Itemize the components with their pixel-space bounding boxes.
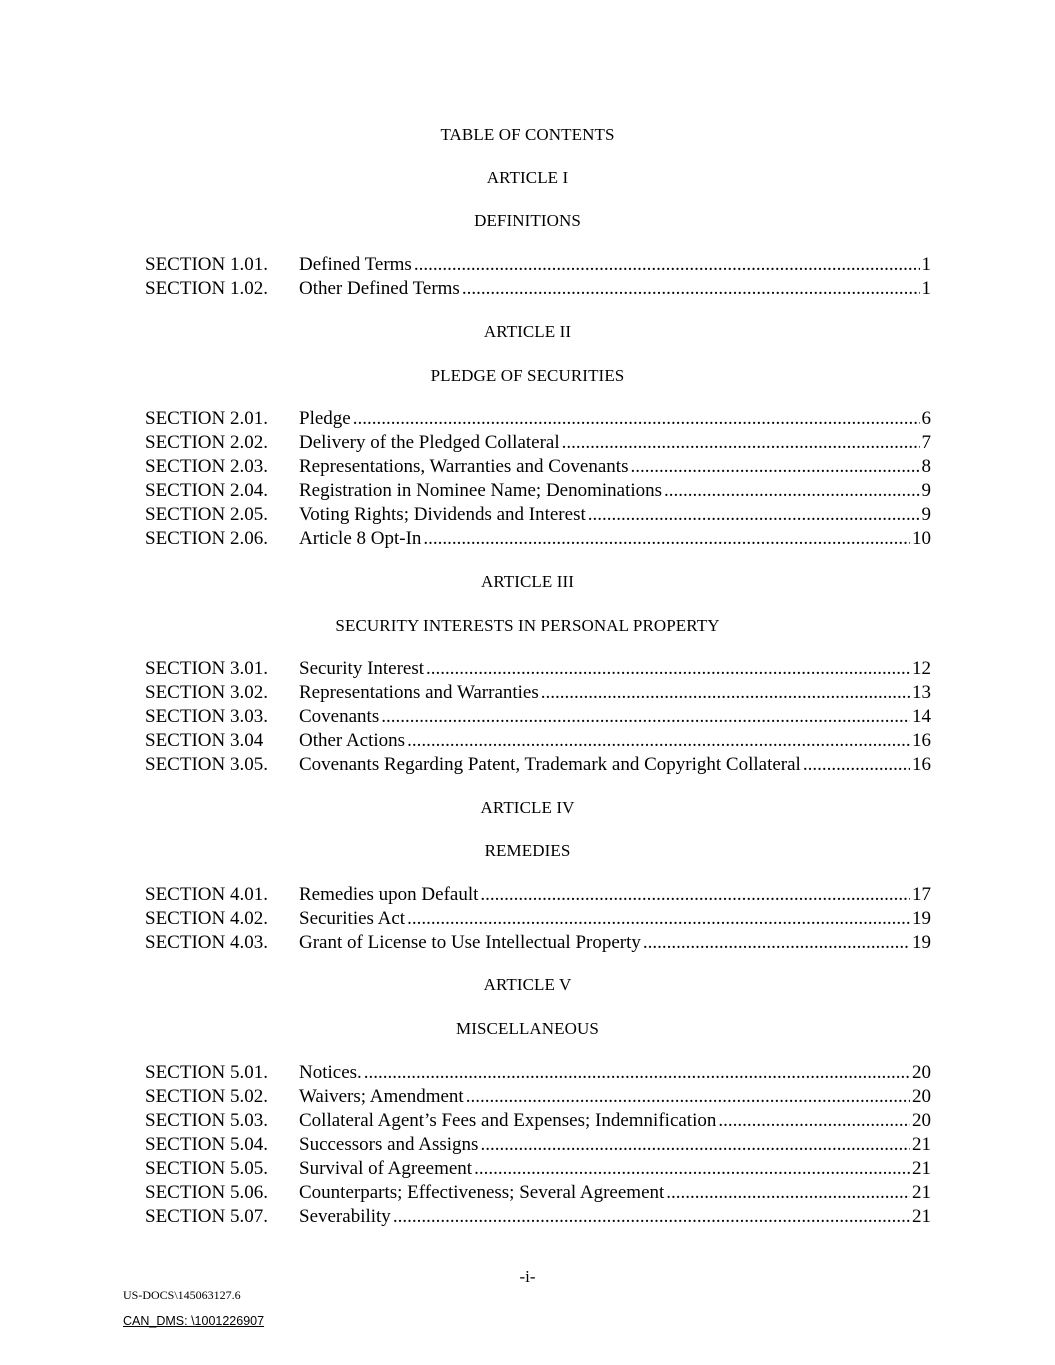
page-number: 1 bbox=[921, 254, 931, 275]
dot-leader bbox=[588, 503, 920, 527]
toc-entry bbox=[145, 503, 931, 527]
dot-leader bbox=[423, 527, 910, 551]
section-title: Voting Rights; Dividends and Interest bbox=[299, 504, 586, 525]
section-number: SECTION 3.04 bbox=[145, 730, 264, 751]
dot-leader bbox=[353, 407, 920, 431]
section-title: Delivery of the Pledged Collateral bbox=[299, 432, 560, 453]
article-heading: ARTICLE IV bbox=[480, 798, 575, 817]
page-number: 21 bbox=[912, 1158, 931, 1179]
toc-entry bbox=[145, 657, 931, 681]
section-title: Other Actions bbox=[299, 730, 406, 751]
article-subheading: REMEDIES bbox=[484, 841, 571, 860]
dot-leader bbox=[414, 253, 920, 277]
toc-entry bbox=[145, 1157, 931, 1181]
toc-entry bbox=[145, 479, 931, 503]
article-heading: ARTICLE II bbox=[483, 322, 572, 341]
dot-leader bbox=[381, 705, 910, 729]
toc-entry bbox=[145, 1181, 931, 1205]
page-number: 19 bbox=[912, 908, 931, 929]
page-number: 17 bbox=[912, 884, 931, 905]
toc-title: TABLE OF CONTENTS bbox=[440, 125, 615, 144]
page-number: 16 bbox=[912, 730, 931, 751]
section-number: SECTION 3.02. bbox=[145, 682, 268, 703]
dot-leader bbox=[562, 431, 920, 455]
page-number: 9 bbox=[921, 480, 931, 501]
section-title: Article 8 Opt-In bbox=[299, 528, 422, 549]
toc-entry bbox=[145, 883, 931, 907]
toc-entry bbox=[145, 431, 931, 455]
page-footer-number: -i- bbox=[519, 1267, 536, 1286]
page-number: 8 bbox=[921, 456, 931, 477]
section-number: SECTION 2.04. bbox=[145, 480, 268, 501]
toc-entry bbox=[145, 1085, 931, 1109]
section-number: SECTION 3.03. bbox=[145, 706, 268, 727]
dot-leader bbox=[480, 1133, 910, 1157]
section-number: SECTION 4.03. bbox=[145, 932, 268, 953]
page-number: 21 bbox=[912, 1182, 931, 1203]
page-number: 21 bbox=[912, 1134, 931, 1155]
section-title: Survival of Agreement bbox=[299, 1158, 473, 1179]
article-heading: ARTICLE V bbox=[483, 975, 572, 994]
article-subheading: PLEDGE OF SECURITIES bbox=[430, 366, 625, 385]
section-title: Representations and Warranties bbox=[299, 682, 539, 703]
page-number: 20 bbox=[912, 1110, 931, 1131]
section-title: Counterparts; Effectiveness; Several Agreement bbox=[299, 1182, 665, 1203]
dot-leader bbox=[643, 931, 910, 955]
dms-id: CAN_DMS: \1001226907 bbox=[123, 1314, 265, 1328]
section-number: SECTION 2.01. bbox=[145, 408, 268, 429]
section-title: Defined Terms bbox=[299, 254, 412, 275]
toc-entry bbox=[145, 907, 931, 931]
toc-entry bbox=[145, 729, 931, 753]
dot-leader bbox=[393, 1205, 910, 1229]
section-number: SECTION 5.06. bbox=[145, 1182, 268, 1203]
section-number: SECTION 4.01. bbox=[145, 884, 268, 905]
toc-entry bbox=[145, 681, 931, 705]
section-title: Other Defined Terms bbox=[299, 278, 460, 299]
section-number: SECTION 3.01. bbox=[145, 658, 268, 679]
page-number: 21 bbox=[912, 1206, 931, 1227]
toc-entry bbox=[145, 527, 931, 551]
section-number: SECTION 2.05. bbox=[145, 504, 268, 525]
article-heading: ARTICLE I bbox=[486, 168, 569, 187]
dot-leader bbox=[803, 753, 910, 777]
toc-entry bbox=[145, 407, 931, 431]
page-number: 7 bbox=[921, 432, 931, 453]
dot-leader bbox=[541, 681, 910, 705]
dot-leader bbox=[462, 277, 920, 301]
dot-leader bbox=[364, 1061, 910, 1085]
dot-leader bbox=[718, 1109, 910, 1133]
page-number: 20 bbox=[912, 1086, 931, 1107]
section-title: Remedies upon Default bbox=[299, 884, 479, 905]
section-title: Severability bbox=[299, 1206, 391, 1227]
section-title: Covenants bbox=[299, 706, 380, 727]
article-subheading: SECURITY INTERESTS IN PERSONAL PROPERTY bbox=[335, 616, 720, 635]
section-number: SECTION 1.02. bbox=[145, 278, 268, 299]
section-title: Security Interest bbox=[299, 658, 425, 679]
toc-entry bbox=[145, 253, 931, 277]
section-title: Waivers; Amendment bbox=[299, 1086, 464, 1107]
page-number: 19 bbox=[912, 932, 931, 953]
dot-leader bbox=[474, 1157, 910, 1181]
section-title: Representations, Warranties and Covenants bbox=[299, 456, 629, 477]
section-title: Notices. bbox=[299, 1062, 362, 1083]
toc-entry bbox=[145, 753, 931, 777]
dot-leader bbox=[426, 657, 910, 681]
dot-leader bbox=[407, 729, 910, 753]
section-number: SECTION 5.05. bbox=[145, 1158, 268, 1179]
dot-leader bbox=[666, 1181, 910, 1205]
toc-entry bbox=[145, 1133, 931, 1157]
section-number: SECTION 5.02. bbox=[145, 1086, 268, 1107]
page-number: 13 bbox=[912, 682, 931, 703]
page-number: 20 bbox=[912, 1062, 931, 1083]
toc-entry bbox=[145, 1109, 931, 1133]
toc-entry bbox=[145, 1061, 931, 1085]
section-number: SECTION 3.05. bbox=[145, 754, 268, 775]
page-number: 12 bbox=[912, 658, 931, 679]
section-number: SECTION 2.02. bbox=[145, 432, 268, 453]
section-title: Covenants Regarding Patent, Trademark and Copyright Collateral bbox=[299, 754, 801, 775]
dot-leader bbox=[664, 479, 919, 503]
section-title: Registration in Nominee Name; Denominations bbox=[299, 480, 663, 501]
dot-leader bbox=[407, 907, 910, 931]
dot-leader bbox=[466, 1085, 910, 1109]
section-number: SECTION 4.02. bbox=[145, 908, 268, 929]
dot-leader bbox=[630, 455, 919, 479]
section-number: SECTION 5.01. bbox=[145, 1062, 268, 1083]
section-number: SECTION 5.04. bbox=[145, 1134, 268, 1155]
toc-entry bbox=[145, 455, 931, 479]
toc-entry bbox=[145, 931, 931, 955]
section-number: SECTION 2.06. bbox=[145, 528, 268, 549]
page-number: 16 bbox=[912, 754, 931, 775]
section-number: SECTION 5.07. bbox=[145, 1206, 268, 1227]
section-title: Grant of License to Use Intellectual Property bbox=[299, 932, 641, 953]
document-id: US-DOCS\145063127.6 bbox=[123, 1288, 241, 1302]
article-heading: ARTICLE III bbox=[480, 572, 575, 591]
section-number: SECTION 2.03. bbox=[145, 456, 268, 477]
toc-entry bbox=[145, 705, 931, 729]
page-number: 1 bbox=[921, 278, 931, 299]
toc-entry bbox=[145, 277, 931, 301]
article-subheading: DEFINITIONS bbox=[474, 211, 581, 230]
page-number: 9 bbox=[921, 504, 931, 525]
section-title: Successors and Assigns bbox=[299, 1134, 479, 1155]
page-number: 6 bbox=[921, 408, 931, 429]
page-number: 14 bbox=[912, 706, 931, 727]
section-number: SECTION 1.01. bbox=[145, 254, 268, 275]
section-title: Securities Act bbox=[299, 908, 406, 929]
page-number: 10 bbox=[912, 528, 931, 549]
section-title: Pledge bbox=[299, 408, 351, 429]
section-title: Collateral Agent’s Fees and Expenses; Indemnification bbox=[299, 1110, 717, 1131]
section-number: SECTION 5.03. bbox=[145, 1110, 268, 1131]
dot-leader bbox=[480, 883, 910, 907]
toc-entry bbox=[145, 1205, 931, 1229]
article-subheading: MISCELLANEOUS bbox=[456, 1019, 599, 1038]
